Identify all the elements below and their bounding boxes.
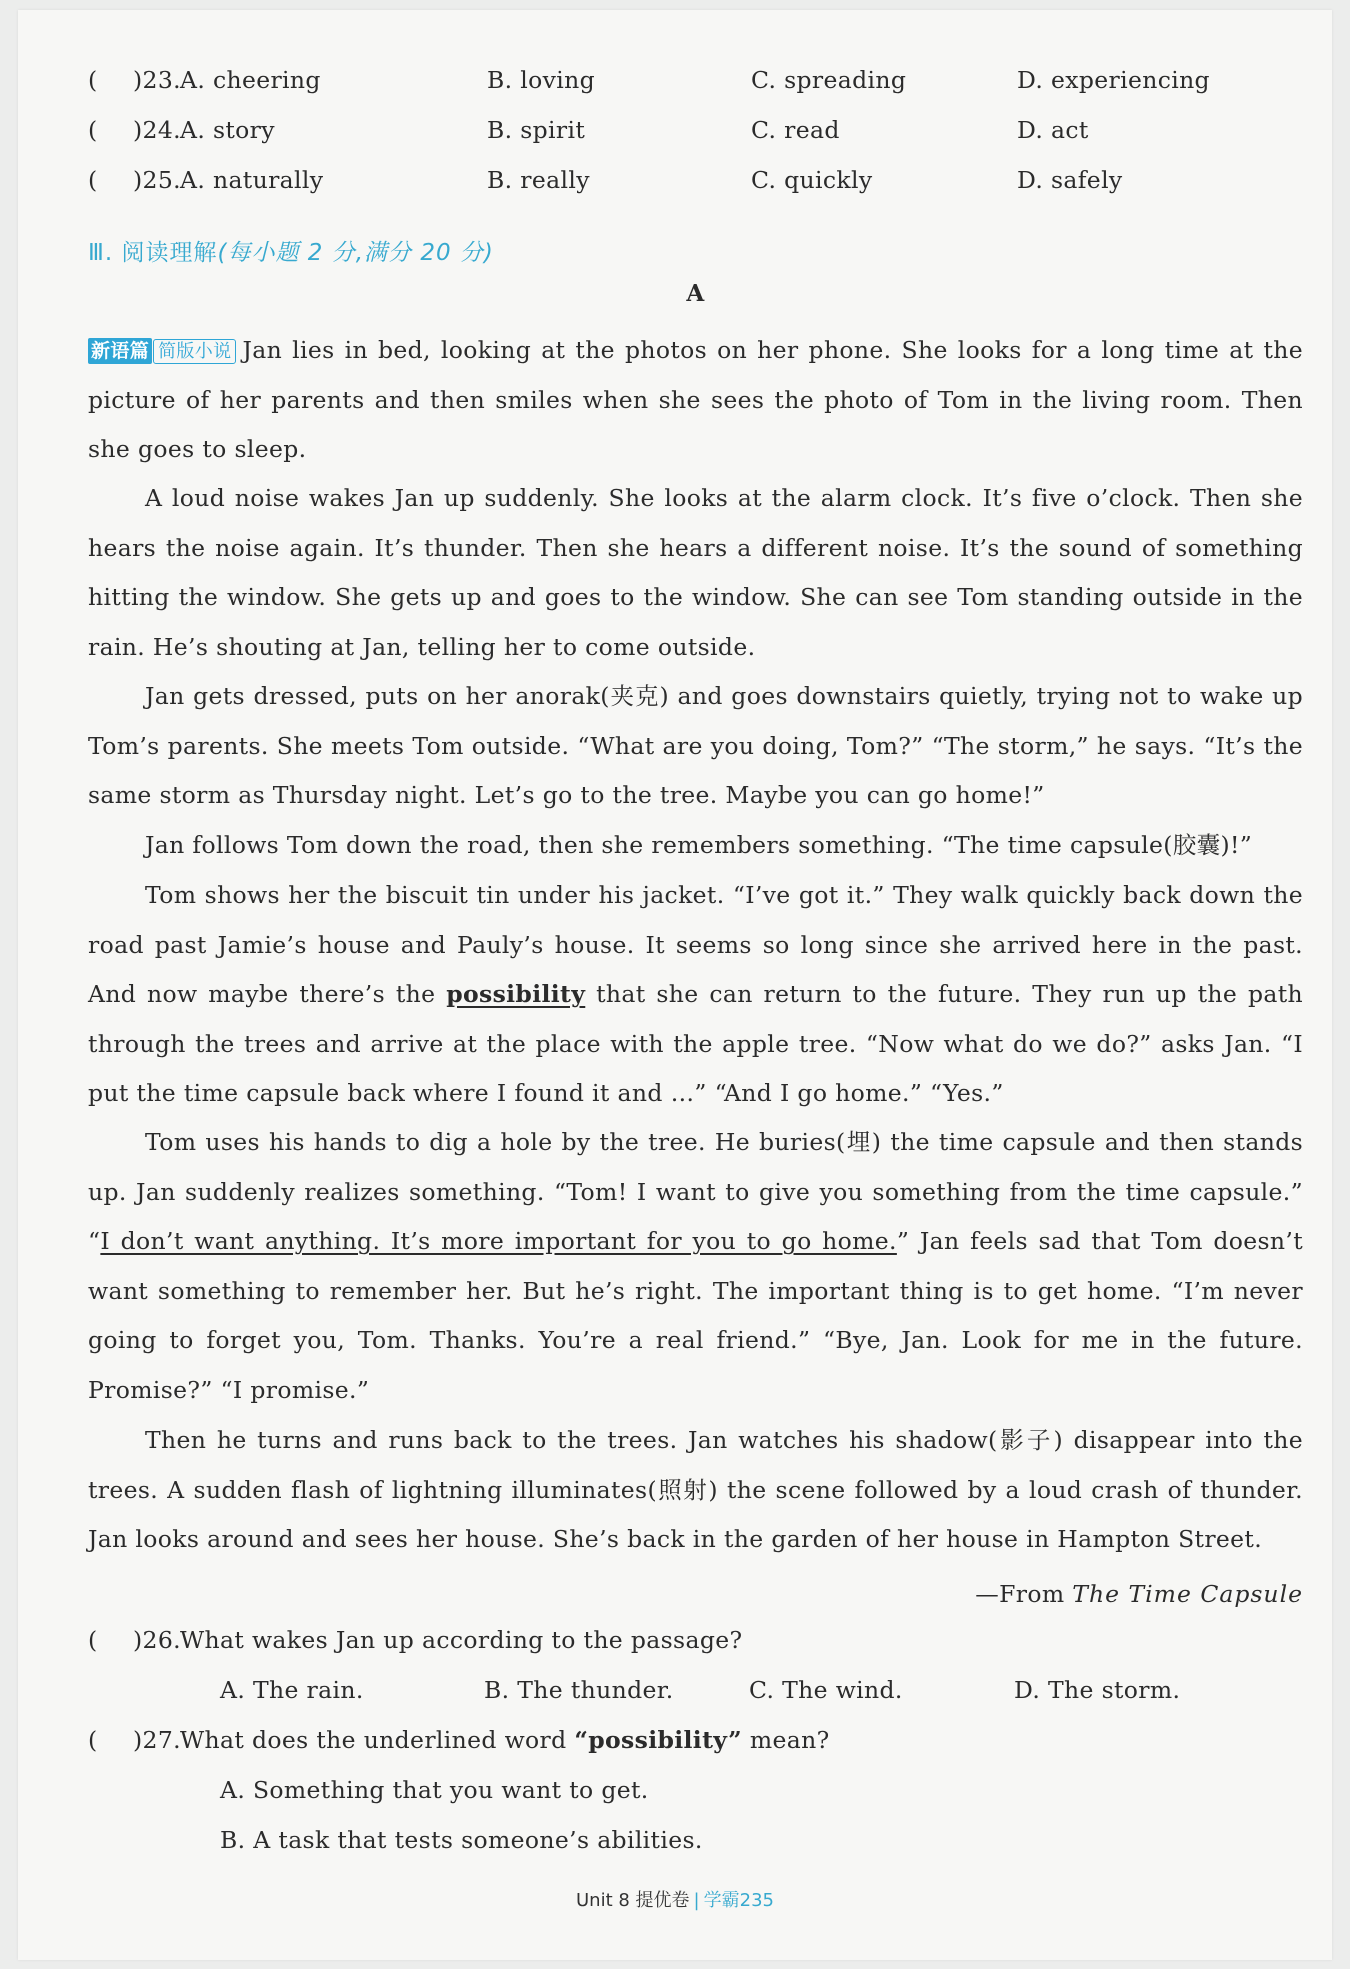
section-heading — [88, 234, 494, 267]
question-27-option-b — [88, 1820, 1303, 1860]
question-number: )25. — [133, 166, 181, 194]
option-a: A. story — [180, 116, 275, 144]
paragraph-7: Then he turns and runs back to the trees. Jan watches his shadow(影子) disappear into the trees. A sudden flash of lightning illuminates(照射) the scene followed by a loud crash of thunder. Jan looks around and sees her house. She’s back in the garden of her house in Hampton Street. — [88, 1426, 1303, 1554]
page-sheet — [18, 10, 1332, 1960]
option-b: B. The thunder. — [484, 1676, 674, 1704]
question-text-part: mean? — [742, 1726, 830, 1754]
option-a: A. Something that you want to get. — [220, 1776, 649, 1804]
passage-letter: A — [686, 280, 705, 307]
paragraph-3: Jan gets dressed, puts on her anorak(夹克) and goes downstairs quietly, trying not to wake up Tom’s parents. She meets Tom outside. “What are you doing, Tom?” “The storm,” he says. “It’s the same storm as Thursday night. Let’s go to the tree. Maybe you can go home!” — [88, 682, 1303, 810]
underlined-sentence: I don’t want anything. It’s more important for you to go home. — [100, 1227, 897, 1256]
option-a: A. naturally — [180, 166, 324, 194]
footer-unit: Unit 8 提优卷 — [576, 1890, 690, 1911]
option-a: A. cheering — [180, 66, 321, 94]
option-b: B. A task that tests someone’s abilities. — [220, 1826, 703, 1854]
question-text-part: What does the underlined word — [180, 1726, 575, 1754]
paragraph-text: Jan lies in bed, looking at the photos on her phone. She looks for a long time at the picture of her parents and then smiles when she sees the photo of Tom in the living room. Then she goes to sleep. — [88, 336, 1303, 464]
option-d: D. The storm. — [1014, 1676, 1181, 1704]
option-b: B. spirit — [487, 116, 586, 144]
option-d: D. act — [1017, 116, 1089, 144]
question-25 — [88, 160, 1303, 200]
option-c: C. spreading — [751, 66, 907, 94]
page-number: 235 — [739, 1890, 774, 1911]
question-text: What wakes Jan up according to the passage? — [180, 1626, 743, 1654]
answer-paren: ( — [88, 166, 98, 194]
question-23 — [88, 60, 1303, 100]
question-26-options — [88, 1670, 1303, 1710]
question-text — [180, 1720, 830, 1760]
question-number: )24. — [133, 116, 181, 144]
paragraph-text: ” Jan feels sad that Tom doesn’t want something to remember her. But he’s right. The important thing is to get home. “I’m never going to forget you, Tom. Thanks. You’re a real friend.” “Bye, Jan. Look for me in the future. Promise?” “I promise.” — [88, 1227, 1303, 1404]
passage-source — [975, 1570, 1303, 1620]
question-27 — [88, 1720, 1303, 1760]
question-24 — [88, 110, 1303, 150]
option-b: B. loving — [487, 66, 595, 94]
paragraph-text: Tom shows her the biscuit tin under his jacket. “I’ve got it.” They walk quickly back down the road past Jamie’s house and Pauly’s house. It seems so long since she arrived here in the past. And now maybe there’s the — [88, 881, 1303, 1009]
option-c: C. The wind. — [749, 1676, 903, 1704]
paragraph-2: A loud noise wakes Jan up suddenly. She looks at the alarm clock. It’s five o’clock. Then she hears the noise again. It’s thunder. Then she hears a different noise. It’s the sound of something hitting the window. She gets up and goes to the window. She can see Tom standing outside in the rain. He’s shouting at Jan, telling her to come outside. — [88, 484, 1303, 661]
option-d: D. experiencing — [1017, 66, 1210, 94]
answer-paren: ( — [88, 116, 98, 144]
source-title: The Time Capsule — [1072, 1580, 1303, 1608]
option-b: B. really — [487, 166, 590, 194]
answer-paren: ( — [88, 1726, 98, 1754]
option-d: D. safely — [1017, 166, 1123, 194]
question-26 — [88, 1620, 1303, 1660]
section-score: (每小题 2 分,满分 20 分) — [217, 240, 494, 266]
paragraph-1 — [88, 325, 1303, 475]
source-prefix: —From — [975, 1580, 1073, 1608]
option-a: A. The rain. — [220, 1676, 364, 1704]
paragraph-text: that she can return to the future. They run up the path through the trees and arrive at the place with the apple tree. “Now what do we do?” asks Jan. “I put the time capsule back where I found it and …” “And I go home.” “Yes.” — [88, 980, 1303, 1108]
footer-brand: 学霸 — [703, 1890, 740, 1911]
question-number: )26. — [133, 1626, 181, 1654]
paragraph-6 — [88, 1118, 1303, 1416]
underlined-word: possibility — [446, 980, 586, 1009]
question-keyword: “possibility” — [574, 1726, 743, 1754]
question-27-option-a — [88, 1770, 1303, 1810]
option-c: C. quickly — [751, 166, 873, 194]
footer-divider: | — [693, 1890, 700, 1911]
paragraph-text: Tom uses his hands to dig a hole by the tree. He buries(埋) the time capsule and then stands up. Jan suddenly realizes something. “Tom! I want to give you something from the time capsule.” “ — [88, 1128, 1303, 1256]
question-number: )27. — [133, 1726, 181, 1754]
answer-paren: ( — [88, 66, 98, 94]
paragraph-4: Jan follows Tom down the road, then she remembers something. “The time capsule(胶囊)!” — [145, 831, 1253, 859]
section-title: Ⅲ. 阅读理解 — [88, 240, 218, 266]
question-number: )23. — [133, 66, 181, 94]
option-c: C. read — [751, 116, 840, 144]
paragraph-5 — [88, 871, 1303, 1119]
passage-tags — [88, 325, 236, 375]
tag-genre: 简版小说 — [153, 339, 236, 364]
tag-new-text: 新语篇 — [88, 338, 152, 364]
answer-paren: ( — [88, 1626, 98, 1654]
page-footer — [18, 1886, 1332, 1912]
